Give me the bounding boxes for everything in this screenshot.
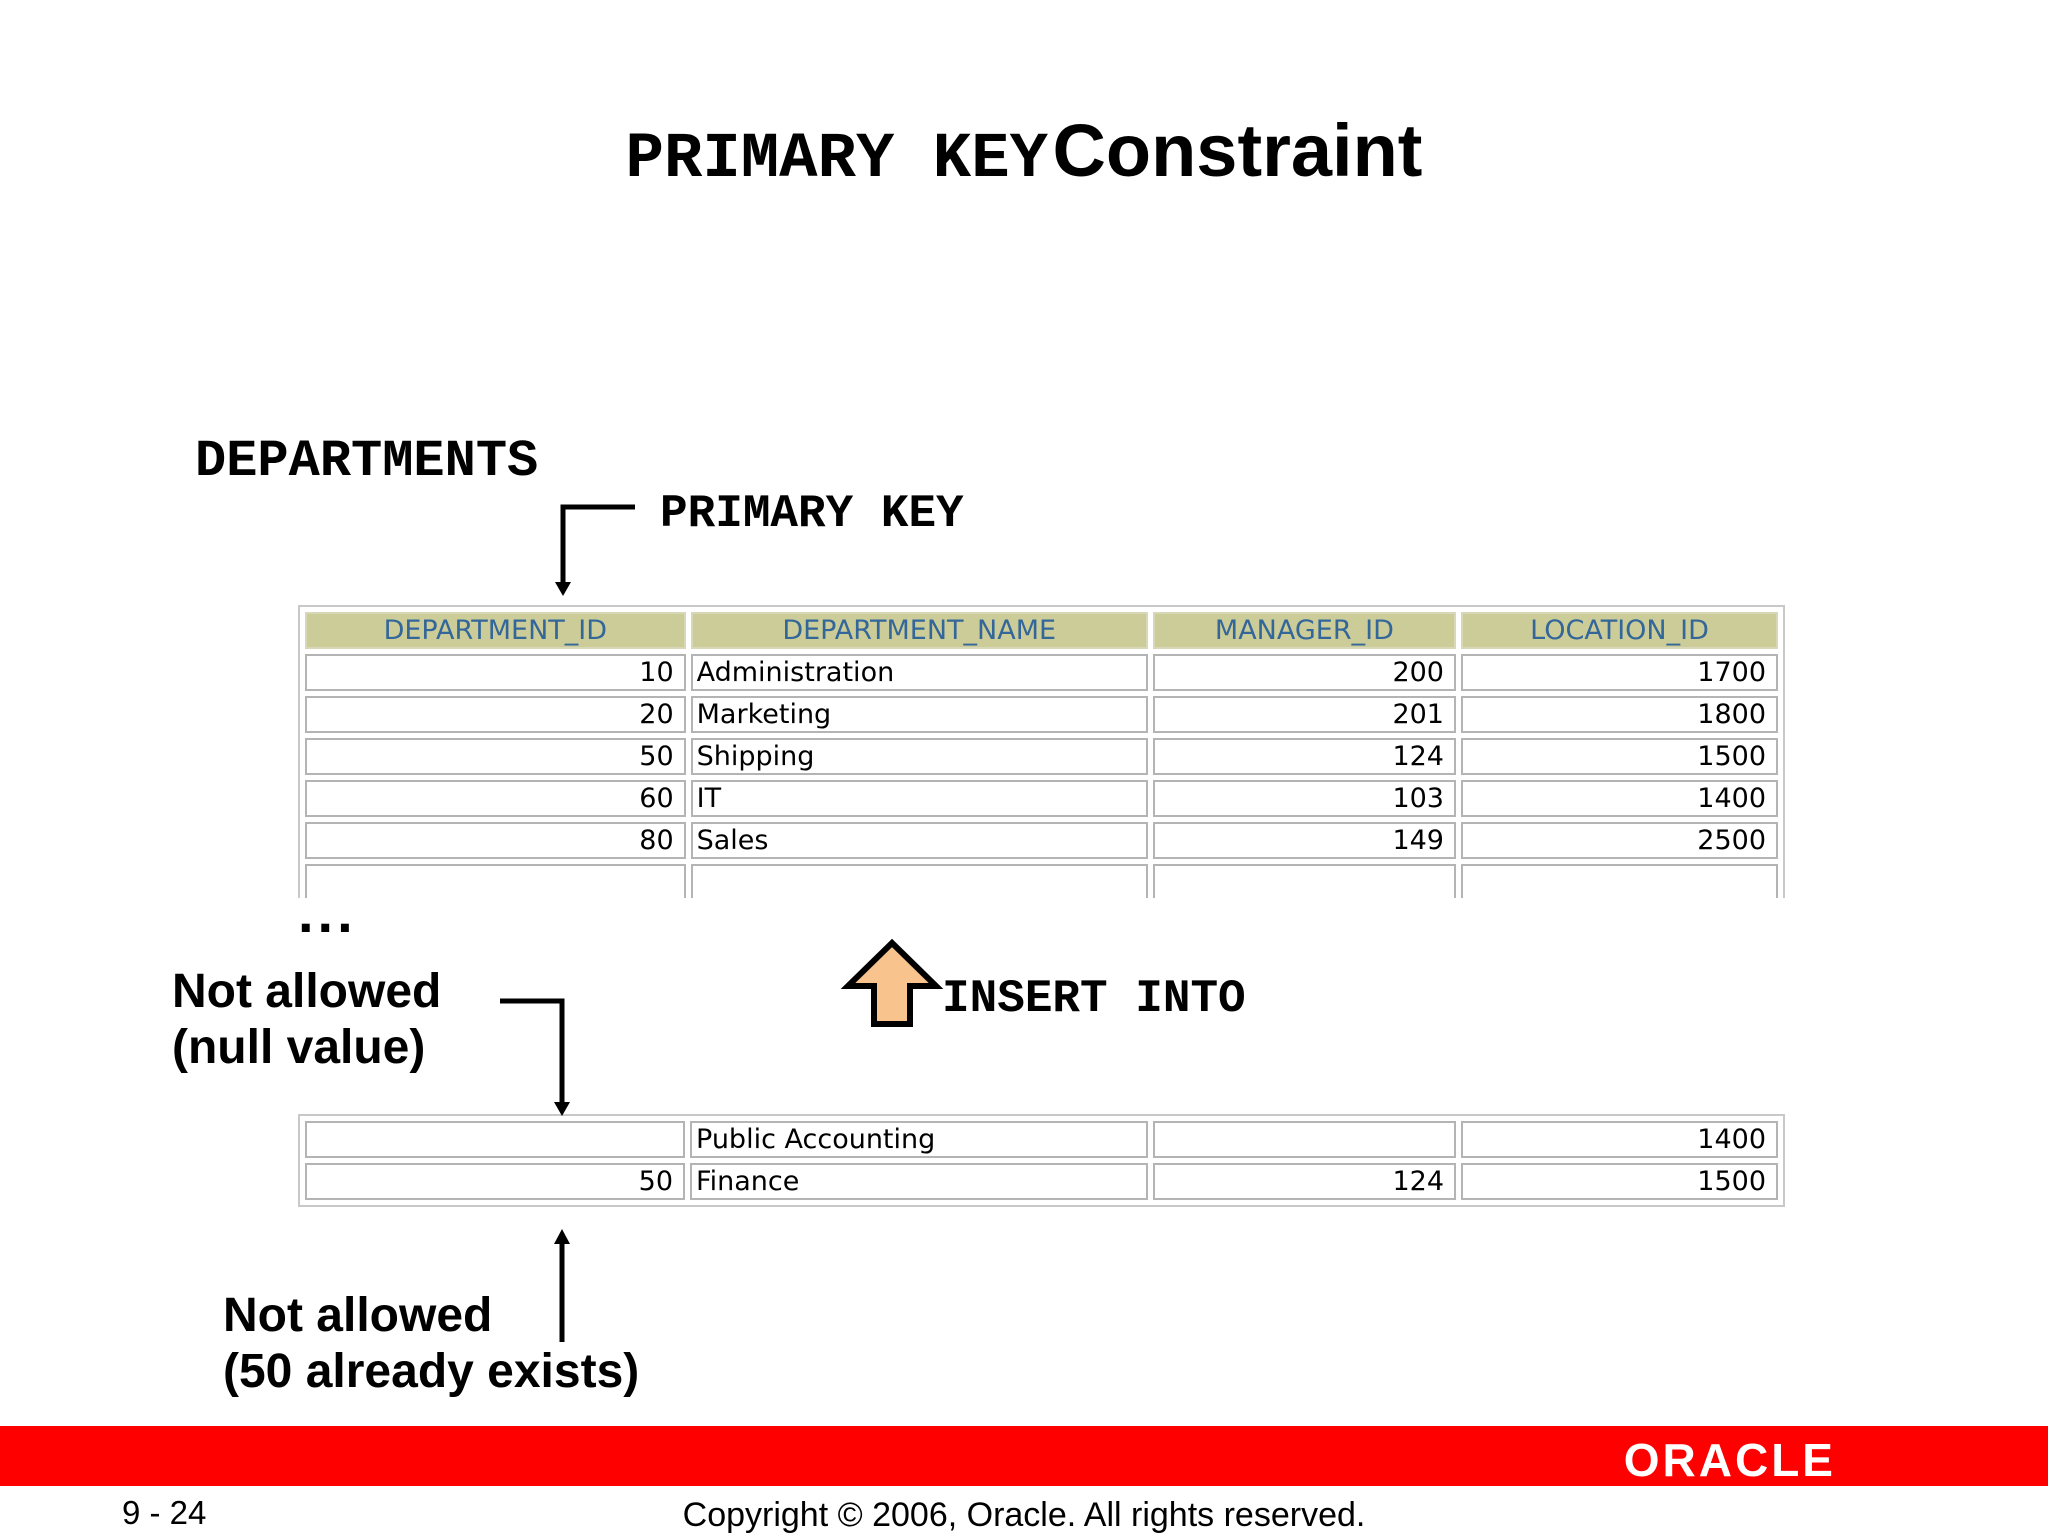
cell-department-id: 20 [305,696,686,733]
cell-manager-id: 200 [1153,654,1456,691]
note-line: (null value) [172,1021,426,1074]
copyright-text: Copyright © 2006, Oracle. All rights reserved. [682,1496,1366,1534]
cell-location-id: 2500 [1461,822,1778,859]
cell-location-id: 1700 [1461,654,1778,691]
cell-department-name: IT [691,780,1148,817]
page-number: 9 - 24 [122,1494,207,1531]
cell-manager-id: 149 [1153,822,1456,859]
duplicate-value-arrow-icon [554,1229,570,1342]
cell-department-name: Public Accounting [690,1121,1148,1158]
cell-department-name: Marketing [691,696,1148,733]
note-line: (50 already exists) [223,1345,640,1398]
note-line: Not allowed [172,965,442,1018]
column-header: DEPARTMENT_ID [305,612,686,649]
primary-key-label: PRIMARY KEY [660,488,964,540]
oracle-logo: ORACLE [1623,1434,1836,1486]
cell-location-id: 1500 [1461,738,1778,775]
cell-location-id: 1500 [1461,1163,1778,1200]
more-rows-ellipsis: ... [298,881,357,944]
cell-department-name: Finance [690,1163,1148,1200]
note-line: Not allowed [223,1289,493,1342]
cell-manager-id: 201 [1153,696,1456,733]
column-header: MANAGER_ID [1153,612,1456,649]
title-code-part: PRIMARY KEY [625,124,1048,196]
insert-into-label: INSERT INTO [942,973,1246,1025]
cell-department-name: Sales [691,822,1148,859]
insert-up-arrow-icon [848,943,936,1024]
primary-key-arrow-icon [555,507,635,596]
title-text-part: Constraint [1052,109,1423,192]
cell-department-id: 50 [305,1163,685,1200]
cell-department-id: 80 [305,822,686,859]
cell-department-id: 10 [305,654,686,691]
column-header: LOCATION_ID [1461,612,1778,649]
cell-department-id: 50 [305,738,686,775]
cell-department-id: 60 [305,780,686,817]
cell-location-id: 1400 [1461,780,1778,817]
cell-department-name: Administration [691,654,1148,691]
cell-manager-id: 124 [1153,738,1456,775]
cell-manager-id: 103 [1153,780,1456,817]
cell-location-id: 1800 [1461,696,1778,733]
cell-location-id: 1400 [1461,1121,1778,1158]
cell-manager-id: 124 [1153,1163,1456,1200]
table-name-label: DEPARTMENTS [195,432,539,491]
cell-department-name: Shipping [691,738,1148,775]
null-value-arrow-icon [500,1001,570,1116]
column-header: DEPARTMENT_NAME [691,612,1148,649]
